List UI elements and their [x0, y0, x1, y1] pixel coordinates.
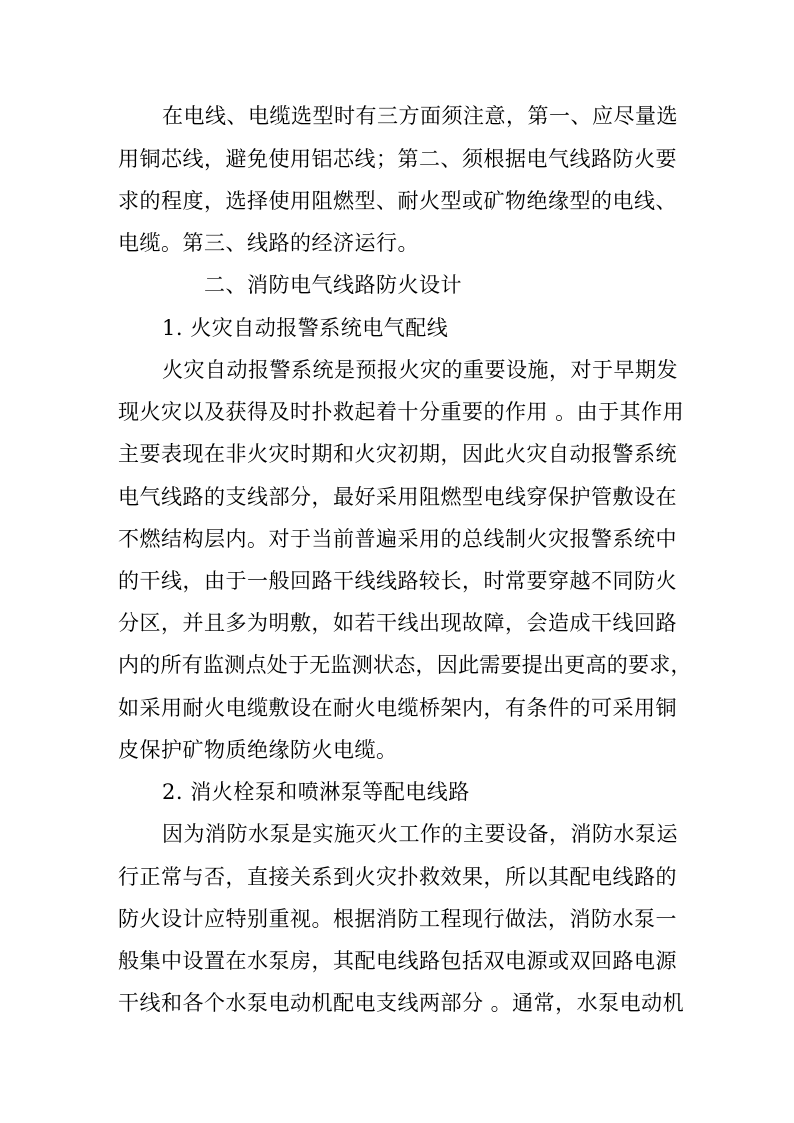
text-line: 的干线，由于一般回路干线线路较长，时常要穿越不同防火 — [118, 569, 677, 593]
text-line: 现火灾以及获得及时扑救起着十分重要的作用 。由于其作用 — [118, 400, 685, 424]
text-line: 皮保护矿物质绝缘防火电缆。 — [118, 738, 398, 762]
section-heading: 二、消防电气线路防火设计 — [204, 273, 462, 297]
text-line: 电缆。第三、线路的经济运行。 — [118, 231, 419, 255]
text-line: 内的所有监测点处于无监测状态，因此需要提出更高的要求， — [118, 653, 692, 677]
text-line: 求的程度，选择使用阻燃型、耐火型或矿物绝缘型的电线、 — [118, 189, 677, 213]
text-line: 电气线路的支线部分，最好采用阻燃型电线穿保护管敷设在 — [118, 485, 677, 509]
text-line: 主要表现在非火灾时期和火灾初期，因此火灾自动报警系统 — [118, 442, 677, 466]
text-line: 防火设计应特别重视。根据消防工程现行做法，消防水泵一 — [118, 907, 677, 931]
text-line: 火灾自动报警系统是预报火灾的重要设施，对于早期发 — [162, 358, 678, 382]
text-line: 般集中设置在水泵房，其配电线路包括双电源或双回路电源 — [118, 949, 677, 973]
text-line: 干线和各个水泵电动机配电支线两部分 。通常，水泵电动机 — [118, 991, 685, 1015]
text-line: 如采用耐火电缆敷设在耐火电缆桥架内，有条件的可采用铜 — [118, 696, 677, 720]
text-line: 行正常与否，直接关系到火灾扑救效果，所以其配电线路的 — [118, 865, 677, 889]
text-line: 在电线、电缆选型时有三方面须注意，第一、应尽量选 — [162, 104, 678, 128]
text-line: 不燃结构层内。对于当前普遍采用的总线制火灾报警系统中 — [118, 527, 677, 551]
subsection-heading: 2. 消火栓泵和喷淋泵等配电线路 — [162, 780, 470, 804]
text-line: 用铜芯线，避免使用铝芯线；第二、须根据电气线路防火要 — [118, 147, 677, 171]
subsection-heading: 1. 火灾自动报警系统电气配线 — [162, 316, 449, 340]
text-line: 分区，并且多为明敷，如若干线出现故障，会造成干线回路 — [118, 611, 677, 635]
text-line: 因为消防水泵是实施灭火工作的主要设备，消防水泵运 — [162, 822, 678, 846]
